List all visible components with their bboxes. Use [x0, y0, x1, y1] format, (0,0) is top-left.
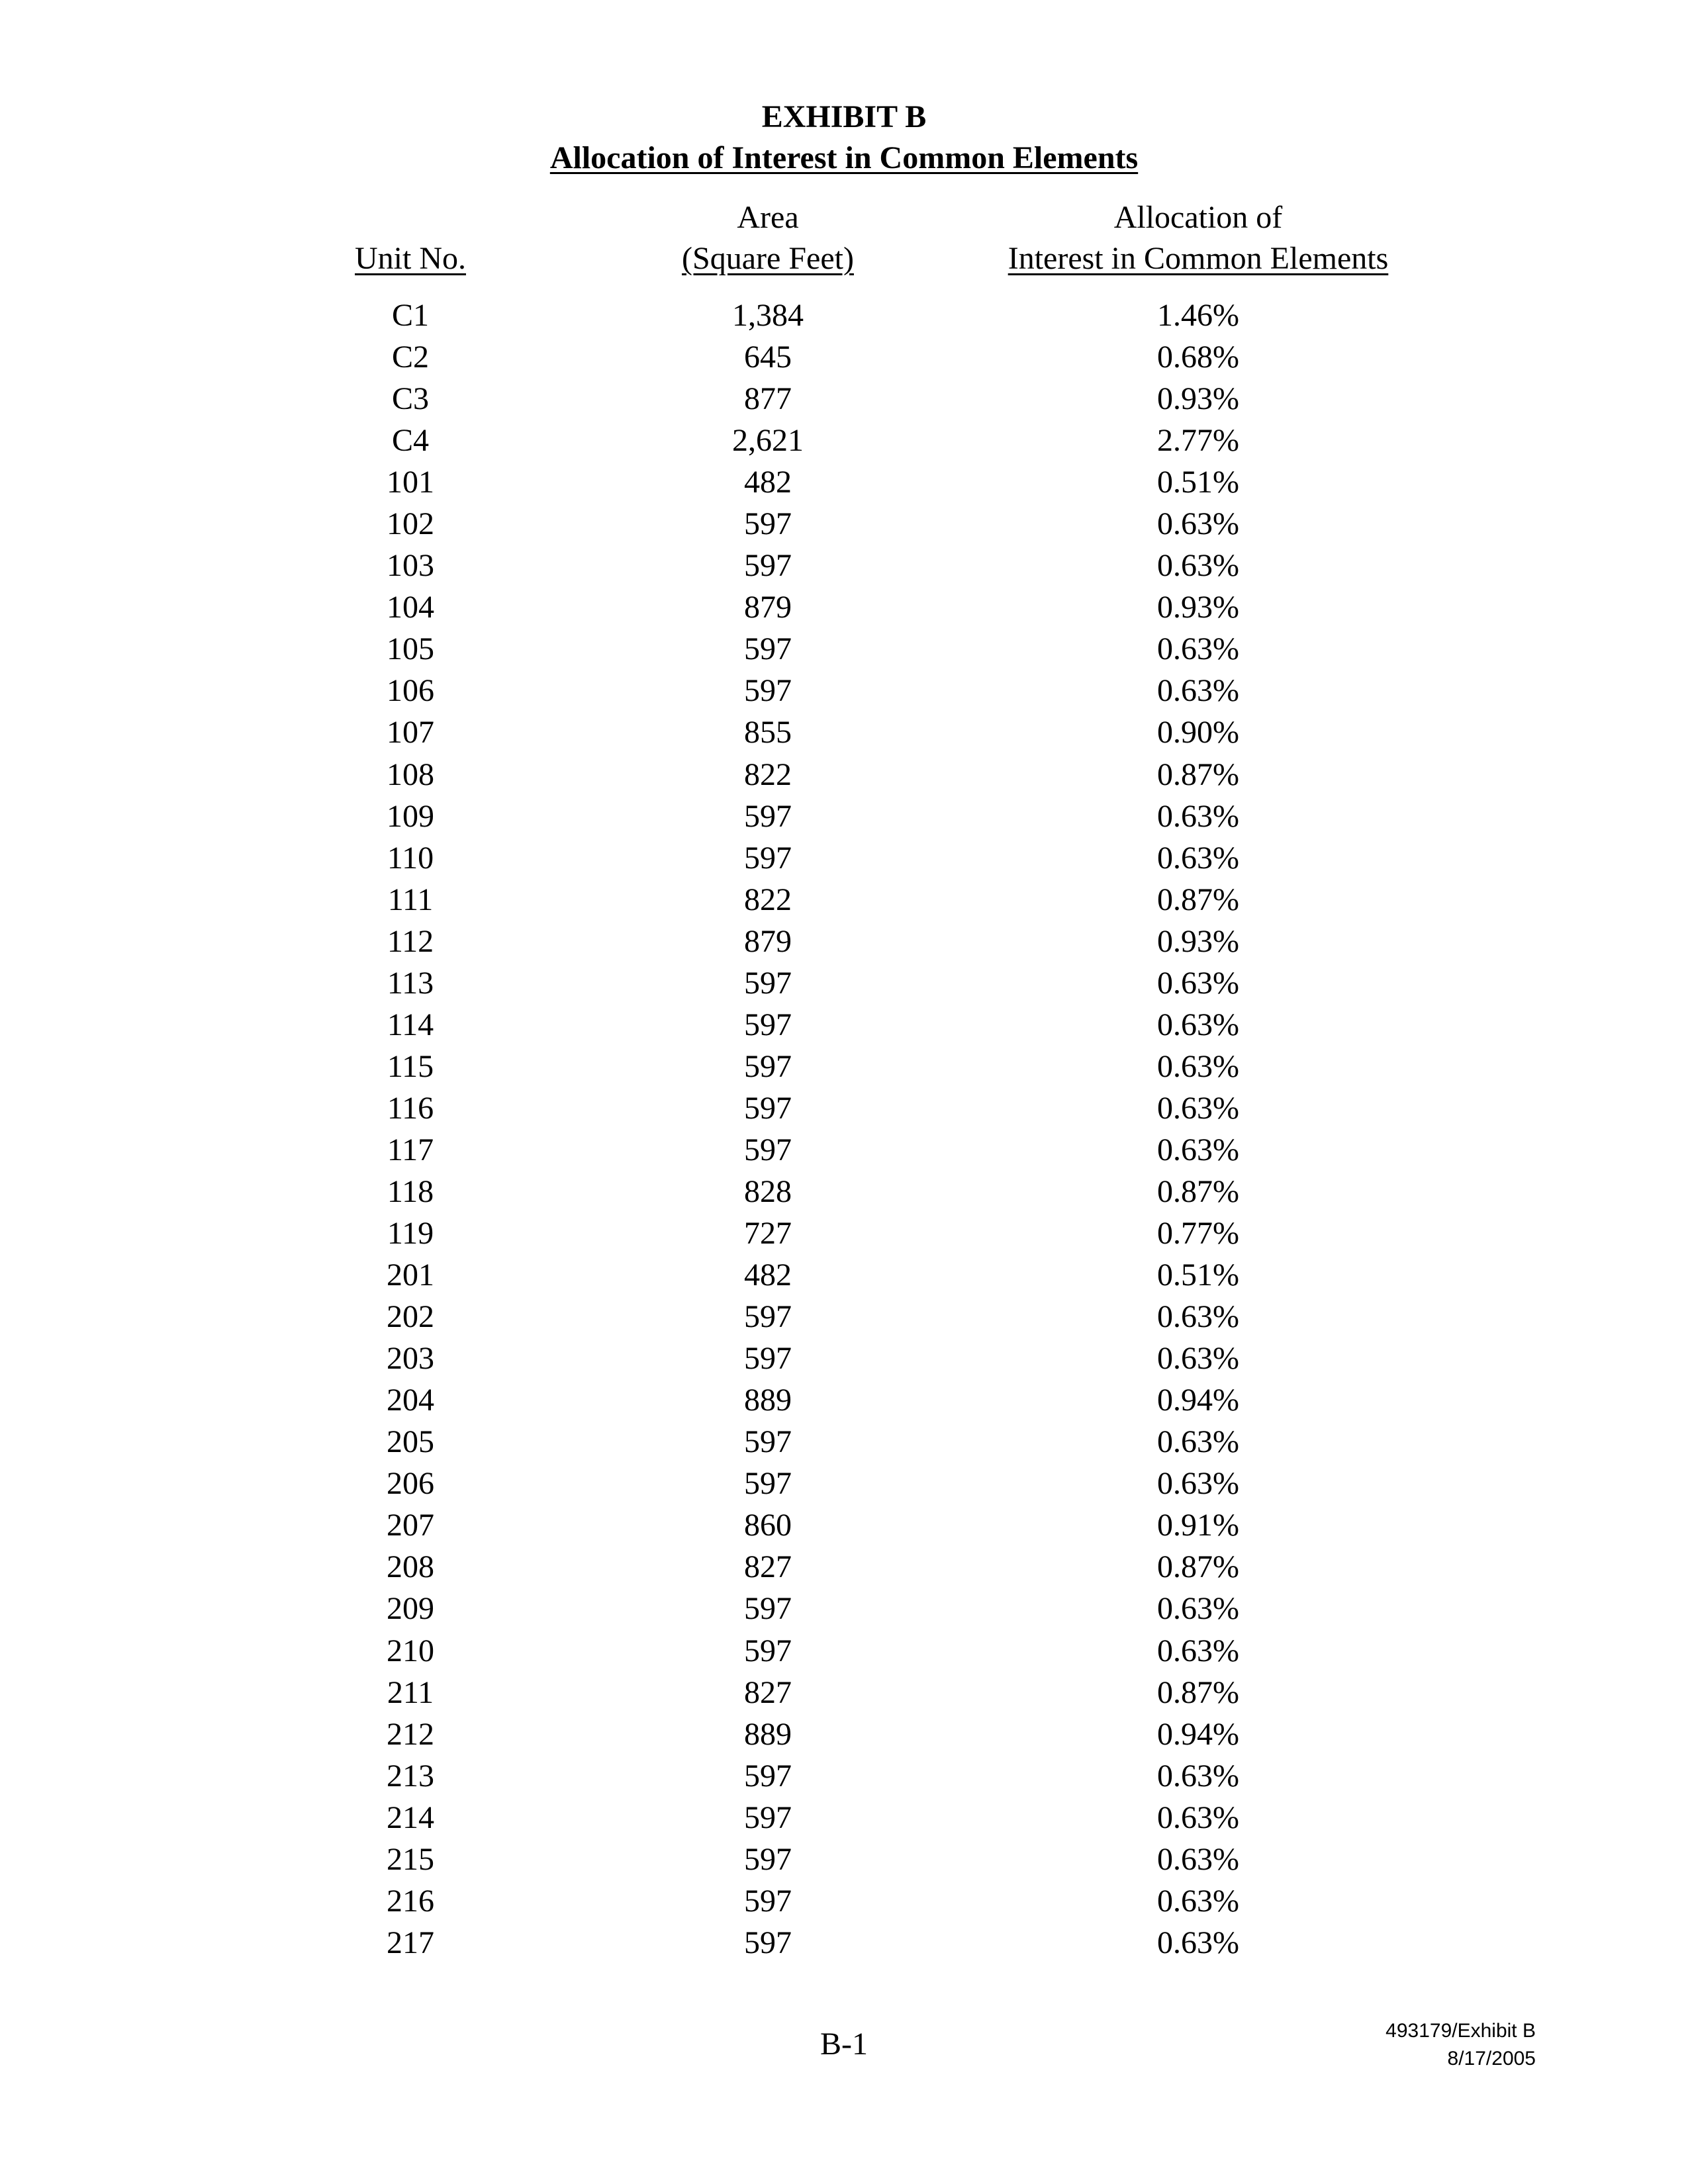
table-row — [0, 1129, 1688, 1171]
allocation-cell: 0.91% — [1157, 1508, 1239, 1543]
area-cell: 727 — [744, 1216, 792, 1251]
area-cell: 482 — [744, 1257, 792, 1293]
allocation-cell: 0.87% — [1157, 1173, 1239, 1209]
table-row — [0, 295, 1688, 336]
table-row — [0, 503, 1688, 545]
allocation-cell: 0.63% — [1157, 1424, 1239, 1460]
document-reference — [1385, 2017, 1536, 2073]
unit-cell: 210 — [387, 1633, 434, 1668]
unit-cell: 116 — [387, 1090, 434, 1126]
area-cell: 597 — [744, 840, 792, 876]
area-cell: 597 — [744, 1090, 792, 1126]
allocation-cell: 0.63% — [1157, 506, 1239, 542]
allocation-cell: 0.63% — [1157, 1758, 1239, 1794]
area-cell: 597 — [744, 1007, 792, 1042]
table-row — [0, 586, 1688, 628]
unit-cell: 112 — [387, 923, 434, 959]
area-cell: 597 — [744, 1925, 792, 1960]
unit-cell: 206 — [387, 1466, 434, 1502]
unit-cell: 211 — [387, 1674, 434, 1710]
allocation-cell: 0.63% — [1157, 1841, 1239, 1877]
table-row — [0, 1087, 1688, 1129]
allocation-cell: 0.68% — [1157, 340, 1239, 375]
header-unit-no: Unit No. — [355, 241, 466, 276]
allocation-cell: 0.63% — [1157, 1007, 1239, 1042]
header-area-line2: (Square Feet) — [682, 241, 854, 276]
table-row — [0, 1880, 1688, 1922]
allocation-cell: 0.63% — [1157, 1341, 1239, 1377]
area-cell: 597 — [744, 1299, 792, 1335]
document-date: 8/17/2005 — [1447, 2048, 1536, 2070]
allocation-cell: 0.63% — [1157, 1883, 1239, 1919]
area-cell: 2,621 — [732, 423, 804, 459]
allocation-cell: 0.63% — [1157, 1132, 1239, 1167]
unit-cell: 212 — [387, 1716, 434, 1752]
exhibit-subtitle-text: Allocation of Interest in Common Elements — [549, 140, 1139, 175]
table-row — [0, 711, 1688, 753]
area-cell: 860 — [744, 1508, 792, 1543]
allocation-cell: 0.94% — [1157, 1716, 1239, 1752]
unit-cell: 205 — [387, 1424, 434, 1460]
allocation-cell: 0.63% — [1157, 965, 1239, 1001]
allocation-cell: 0.63% — [1157, 548, 1239, 584]
table-row — [0, 1755, 1688, 1797]
area-cell: 822 — [744, 756, 792, 792]
header-allocation-line2: Interest in Common Elements — [1008, 241, 1389, 276]
table-row — [0, 1922, 1688, 1964]
table-row — [0, 1171, 1688, 1212]
allocation-cell: 0.63% — [1157, 1090, 1239, 1126]
table-row — [0, 1421, 1688, 1463]
table-row — [0, 1546, 1688, 1588]
area-cell: 597 — [744, 1591, 792, 1627]
unit-cell: C3 — [391, 381, 429, 417]
unit-cell: 118 — [387, 1173, 434, 1209]
table-row — [0, 1212, 1688, 1254]
unit-cell: 216 — [387, 1883, 434, 1919]
header-area-line1: Area — [737, 200, 799, 235]
table-row — [0, 1713, 1688, 1755]
area-cell: 597 — [744, 1341, 792, 1377]
table-row — [0, 1588, 1688, 1629]
table-row — [0, 545, 1688, 586]
area-cell: 482 — [744, 465, 792, 500]
unit-cell: 208 — [387, 1549, 434, 1585]
unit-cell: 214 — [387, 1799, 434, 1835]
unit-cell: C1 — [391, 298, 429, 333]
allocation-cell: 0.63% — [1157, 1633, 1239, 1668]
unit-cell: C2 — [391, 340, 429, 375]
area-cell: 645 — [744, 340, 792, 375]
page-number: B-1 — [820, 2026, 868, 2062]
unit-cell: 204 — [387, 1383, 434, 1418]
allocation-cell: 0.63% — [1157, 631, 1239, 667]
area-cell: 597 — [744, 1841, 792, 1877]
document-id: 493179/Exhibit B — [1385, 2020, 1536, 2042]
unit-cell: 203 — [387, 1341, 434, 1377]
area-cell: 597 — [744, 1799, 792, 1835]
allocation-cell: 0.93% — [1157, 590, 1239, 625]
allocation-cell: 0.63% — [1157, 1925, 1239, 1960]
area-cell: 597 — [744, 506, 792, 542]
area-cell: 597 — [744, 1424, 792, 1460]
table-row — [0, 796, 1688, 837]
allocation-cell: 0.51% — [1157, 1257, 1239, 1293]
table-row — [0, 1839, 1688, 1880]
unit-cell: 113 — [387, 965, 434, 1001]
allocation-cell: 0.94% — [1157, 1383, 1239, 1418]
allocation-table — [0, 295, 1688, 1964]
table-row — [0, 1046, 1688, 1087]
table-row — [0, 962, 1688, 1004]
unit-cell: 119 — [387, 1216, 434, 1251]
table-row — [0, 1338, 1688, 1379]
table-row — [0, 1379, 1688, 1421]
area-cell: 597 — [744, 548, 792, 584]
area-cell: 597 — [744, 673, 792, 709]
area-cell: 597 — [744, 1466, 792, 1502]
area-cell: 597 — [744, 965, 792, 1001]
table-row — [0, 879, 1688, 921]
table-row — [0, 420, 1688, 461]
allocation-cell: 1.46% — [1157, 298, 1239, 333]
table-row — [0, 921, 1688, 962]
area-cell: 855 — [744, 715, 792, 751]
area-cell: 822 — [744, 882, 792, 917]
table-row — [0, 1004, 1688, 1046]
unit-cell: 107 — [387, 715, 434, 751]
allocation-cell: 0.87% — [1157, 882, 1239, 917]
area-cell: 597 — [744, 631, 792, 667]
allocation-cell: 0.63% — [1157, 673, 1239, 709]
area-cell: 828 — [744, 1173, 792, 1209]
exhibit-title: EXHIBIT B — [761, 99, 927, 134]
unit-cell: 106 — [387, 673, 434, 709]
unit-cell: 110 — [387, 840, 434, 876]
unit-cell: 102 — [387, 506, 434, 542]
area-cell: 597 — [744, 1883, 792, 1919]
unit-cell: 115 — [387, 1048, 434, 1084]
unit-cell: 114 — [387, 1007, 434, 1042]
unit-cell: 213 — [387, 1758, 434, 1794]
unit-cell: 202 — [387, 1299, 434, 1335]
area-cell: 889 — [744, 1716, 792, 1752]
unit-cell: C4 — [391, 423, 429, 459]
allocation-cell: 0.87% — [1157, 1674, 1239, 1710]
area-cell: 597 — [744, 1758, 792, 1794]
unit-cell: 215 — [387, 1841, 434, 1877]
allocation-cell: 0.63% — [1157, 1591, 1239, 1627]
allocation-cell: 0.63% — [1157, 798, 1239, 834]
allocation-cell: 0.63% — [1157, 1048, 1239, 1084]
allocation-cell: 0.63% — [1157, 1299, 1239, 1335]
table-row — [0, 754, 1688, 796]
table-row — [0, 1504, 1688, 1546]
allocation-cell: 0.93% — [1157, 923, 1239, 959]
allocation-cell: 0.63% — [1157, 840, 1239, 876]
unit-cell: 209 — [387, 1591, 434, 1627]
allocation-cell: 2.77% — [1157, 423, 1239, 459]
unit-cell: 109 — [387, 798, 434, 834]
allocation-cell: 0.87% — [1157, 1549, 1239, 1585]
area-cell: 827 — [744, 1549, 792, 1585]
area-cell: 889 — [744, 1383, 792, 1418]
area-cell: 1,384 — [732, 298, 804, 333]
allocation-cell: 0.63% — [1157, 1466, 1239, 1502]
table-row — [0, 378, 1688, 420]
table-row — [0, 1296, 1688, 1338]
unit-cell: 207 — [387, 1508, 434, 1543]
area-cell: 827 — [744, 1674, 792, 1710]
allocation-cell: 0.51% — [1157, 465, 1239, 500]
area-cell: 597 — [744, 1132, 792, 1167]
table-row — [0, 837, 1688, 879]
table-row — [0, 1254, 1688, 1296]
unit-cell: 111 — [387, 882, 434, 917]
allocation-cell: 0.63% — [1157, 1799, 1239, 1835]
unit-cell: 217 — [387, 1925, 434, 1960]
table-row — [0, 461, 1688, 503]
unit-cell: 101 — [387, 465, 434, 500]
allocation-cell: 0.90% — [1157, 715, 1239, 751]
table-row — [0, 1463, 1688, 1504]
exhibit-subtitle — [0, 139, 1688, 177]
unit-cell: 105 — [387, 631, 434, 667]
area-cell: 879 — [744, 590, 792, 625]
header-allocation-line1: Allocation of — [1113, 200, 1283, 235]
allocation-cell: 0.87% — [1157, 756, 1239, 792]
allocation-cell: 0.93% — [1157, 381, 1239, 417]
area-cell: 877 — [744, 381, 792, 417]
allocation-cell: 0.77% — [1157, 1216, 1239, 1251]
area-cell: 879 — [744, 923, 792, 959]
table-row — [0, 670, 1688, 711]
area-cell: 597 — [744, 798, 792, 834]
unit-cell: 104 — [387, 590, 434, 625]
unit-cell: 201 — [387, 1257, 434, 1293]
table-row — [0, 628, 1688, 670]
unit-cell: 103 — [387, 548, 434, 584]
table-row — [0, 336, 1688, 378]
table-row — [0, 1672, 1688, 1713]
unit-cell: 108 — [387, 756, 434, 792]
table-row — [0, 1797, 1688, 1839]
unit-cell: 117 — [387, 1132, 434, 1167]
area-cell: 597 — [744, 1633, 792, 1668]
table-row — [0, 1630, 1688, 1672]
area-cell: 597 — [744, 1048, 792, 1084]
